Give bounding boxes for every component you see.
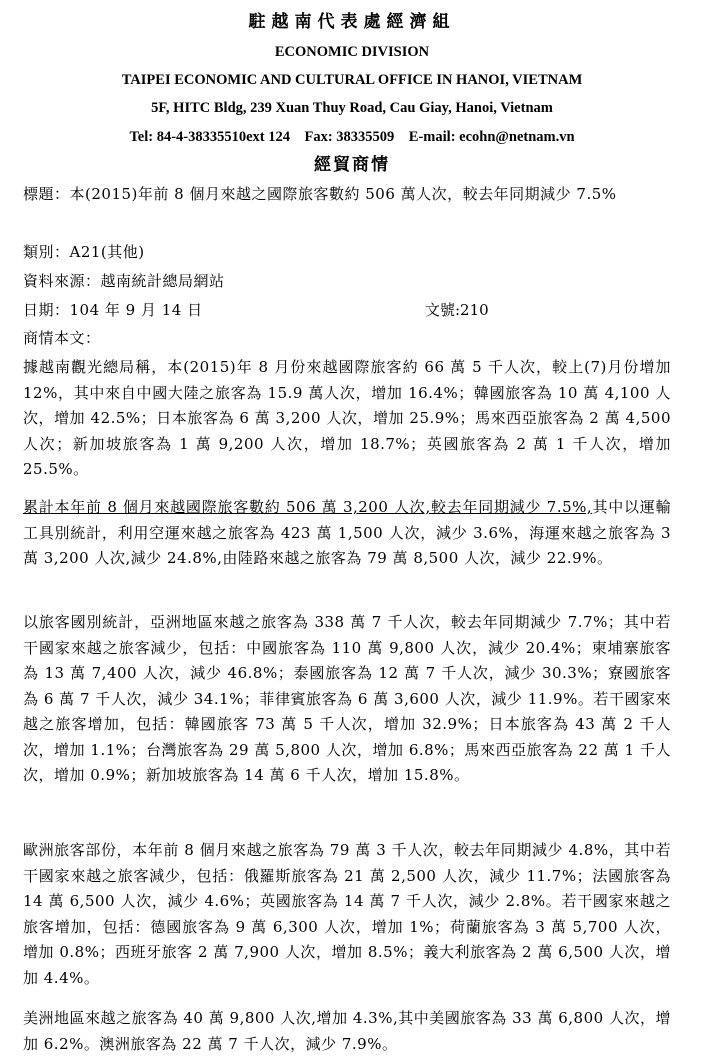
body-label: 商情本文： — [23, 329, 101, 347]
paragraph-europe: 歐洲旅客部份，本年前 8 個月來越之旅客為 79 萬 3 千人次，較去年同期減少 4.8%，其中若干國家來越之旅客減少，包括：俄羅斯旅客為 21 萬 2,500 人次，減少 11.7%；法國旅客為 14 萬 6,500 人次，減少 4.6%；英國旅客為 14 萬 7 千人次，減少 2.8%。若干國家來越之旅客增加，包括：德國旅客為 9 萬 6,300 人次，增加 1%；荷蘭旅客為 3 萬 5,700 人次，增加 0.8%；西班牙旅客 2 萬 7,900 人次，增加 8.5%；義大利旅客為 2 萬 6,500 人次，增加 4.4%。 — [23, 841, 671, 987]
org-title: 駐越南代表處經濟組 — [248, 12, 456, 32]
contact-info: Tel: 84-4-38335510ext 124 Fax: 38335509 E-mail: ecohn@netnam.vn — [129, 129, 575, 145]
cumulative-highlight: 累計本年前 8 個月來越國際旅客數約 506 萬 3,200 人次,較去年同期減少 7.5%, — [23, 498, 593, 516]
office-address: 5F, HITC Bldg, 239 Xuan Thuy Road, Cau Giay, Hanoi, Vietnam — [151, 100, 553, 116]
paragraph-cumulative — [23, 495, 671, 572]
document-number: 文號:210 — [425, 301, 489, 319]
document-heading: 經貿商情 — [314, 155, 390, 175]
paragraph-monthly: 據越南觀光總局稱，本(2015)年 8 月份來越國際旅客約 66 萬 5 千人次，較上(7)月份增加 12%，其中來自中國大陸之旅客為 15.9 萬人次，增加 16.4%；韓國旅客為 10 萬 4,100 人次，增加 42.5%；日本旅客為 6 萬 3,200 人次，增加 25.9%；馬來西亞旅客為 2 萬 4,500 人次；新加坡旅客為 1 萬 9,200 人次，增加 18.7%；英國旅客為 2 萬 1 千人次，增加 25.5%。 — [23, 358, 671, 478]
cumulative-detail: 其中以運輸工具別統計，利用空運來越之旅客為 423 萬 1,500 人次，減少 3.6%，海運來越之旅客為 3 萬 3,200 人次,減少 24.8%,由陸路來越之旅客為 79 萬 8,500 人次，減少 22.9%。 — [23, 498, 671, 567]
division-name: ECONOMIC DIVISION — [274, 44, 430, 60]
paragraph-americas: 美洲地區來越之旅客為 40 萬 9,800 人次,增加 4.3%,其中美國旅客為 33 萬 6,800 人次，增加 6.2%。澳洲旅客為 22 萬 7 千人次，減少 7.9%。 — [23, 1009, 671, 1053]
office-name: TAIPEI ECONOMIC AND CULTURAL OFFICE IN HANOI, VIETNAM — [121, 72, 583, 88]
report-date: 日期：104 年 9 月 14 日 — [23, 301, 203, 319]
report-category: 類別：A21(其他) — [23, 243, 145, 261]
paragraph-asia: 以旅客國別統計，亞洲地區來越之旅客為 338 萬 7 千人次，較去年同期減少 7.7%；其中若干國家來越之旅客減少，包括：中國旅客為 110 萬 9,800 人次，減少 20.4%；柬埔寨旅客為 13 萬 7,400 人次，減少 46.8%；泰國旅客為 12 萬 7 千人次，減少 30.3%；寮國旅客為 6 萬 7 千人次，減少 34.1%；菲律賓旅客為 6 萬 3,600 人次，減少 11.9%。若干國家來越之旅客增加，包括：韓國旅客 73 萬 5 千人次，增加 32.9%；日本旅客為 43 萬 2 千人次，增加 1.1%；台灣旅客為 29 萬 5,800 人次，增加 6.8%；馬來西亞旅客為 22 萬 1 千人次，增加 0.9%；新加坡旅客為 14 萬 6 千人次，增加 15.8%。 — [23, 613, 671, 784]
report-title: 標題：本(2015)年前 8 個月來越之國際旅客數約 506 萬人次，較去年同期減少 7.5% — [23, 185, 617, 203]
report-source: 資料來源：越南統計總局網站 — [23, 272, 225, 290]
